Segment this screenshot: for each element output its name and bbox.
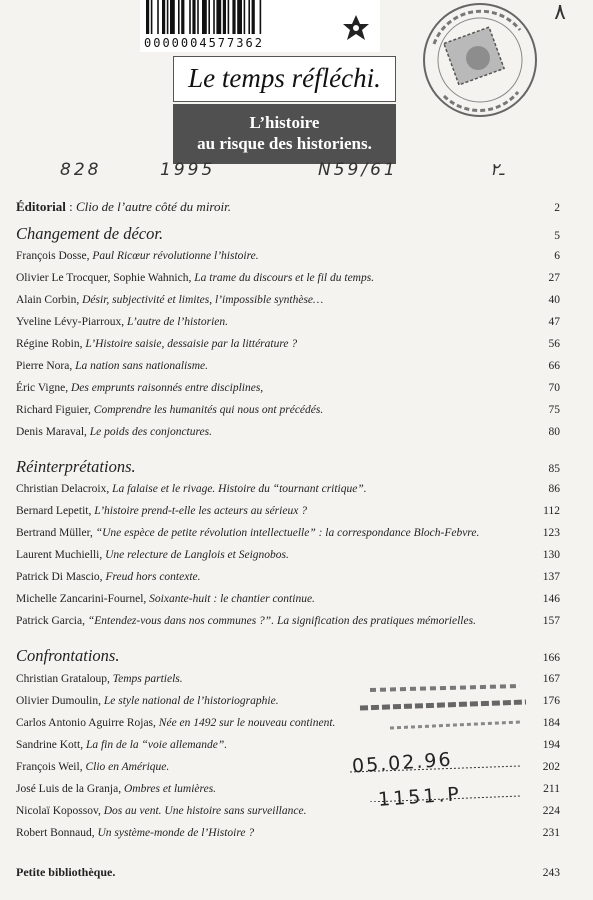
- entry-title: La nation sans nationalisme.: [75, 360, 208, 372]
- editorial-sep: :: [65, 199, 76, 214]
- entry-page: 137: [542, 571, 560, 583]
- toc-entry: [16, 615, 560, 627]
- entry-author: Richard Figuier,: [16, 404, 94, 416]
- entry-title: La trame du discours et le fil du temps.: [194, 272, 375, 284]
- entry-page: 86: [548, 483, 560, 495]
- entry-author: François Dosse,: [16, 250, 93, 262]
- entry-page: 80: [548, 426, 560, 438]
- entry-author: Carlos Antonio Aguirre Rojas,: [16, 717, 159, 729]
- toc-entry: [16, 360, 560, 372]
- toc-entry: [16, 549, 560, 561]
- handwritten-year: 1995: [160, 160, 216, 180]
- handwritten-page-mark: ٨: [554, 0, 566, 25]
- entry-title: Une relecture de Langlois et Seignobos.: [105, 549, 289, 561]
- entry-title: Désir, subjectivité et limites, l’impossible synthèse…: [82, 294, 324, 306]
- toc-entry: [16, 505, 560, 517]
- entry-author: Laurent Muchielli,: [16, 549, 106, 561]
- section-page: 166: [542, 652, 560, 664]
- entry-page: 27: [548, 272, 560, 284]
- entry-author: Olivier Le Trocquer, Sophie Wahnich,: [16, 272, 195, 284]
- toc-section-heading: [16, 457, 560, 477]
- entry-page: 70: [548, 382, 560, 394]
- handwritten-code: 828: [60, 160, 102, 180]
- entry-page: 47: [548, 316, 560, 328]
- barcode-number: 0000004577362: [144, 36, 264, 50]
- entry-page: 231: [542, 827, 560, 839]
- barcode-bar: [181, 0, 184, 34]
- entry-page: 224: [542, 805, 560, 817]
- editorial-label: Éditorial: [16, 199, 66, 214]
- entry-page: 123: [542, 527, 560, 539]
- entry-title: Paul Ricœur révolutionne l’histoire.: [92, 250, 259, 262]
- entry-author: Christian Delacroix,: [16, 483, 113, 495]
- entry-page: 194: [542, 739, 560, 751]
- entry-title: Freud hors contexte.: [105, 571, 201, 583]
- barcode-bar: [213, 0, 215, 34]
- entry-title: Dos au vent. Une histoire sans surveillance.: [103, 805, 307, 817]
- barcode-bar: [223, 0, 226, 34]
- entry-page: 130: [542, 549, 560, 561]
- barcode-bar: [151, 0, 153, 34]
- entry-author: Denis Maraval,: [16, 426, 90, 438]
- entry-page: 6: [554, 250, 560, 262]
- barcode-bar: [192, 0, 195, 34]
- editorial-page: 2: [554, 202, 560, 214]
- entry-page: 202: [542, 761, 560, 773]
- barcode-bar: [162, 0, 165, 34]
- barcode-bar: [146, 0, 149, 34]
- entry-title: Clio en Amérique.: [85, 761, 170, 773]
- toc-entry: [16, 593, 560, 605]
- entry-title: L’Histoire saisie, dessaisie par la littérature ?: [85, 338, 298, 350]
- barcode-bar: [216, 0, 221, 34]
- toc-entry: [16, 527, 560, 539]
- barcode-bar: [167, 0, 169, 34]
- entry-author: Olivier Dumoulin,: [16, 695, 104, 707]
- toc-entry: [16, 382, 560, 394]
- barcode-bar: [248, 0, 250, 34]
- entry-page: 157: [542, 615, 560, 627]
- toc-petite-bibliotheque: [16, 865, 560, 880]
- entry-title: Un système-monde de l’Histoire ?: [97, 827, 255, 839]
- section-title: Changement de décor.: [16, 224, 164, 243]
- toc-entry: [16, 316, 560, 328]
- entry-author: Régine Robin,: [16, 338, 86, 350]
- petite-title: Petite bibliothèque.: [16, 865, 116, 879]
- barcode-bar: [202, 0, 207, 34]
- entry-page: 146: [542, 593, 560, 605]
- journal-title: Le temps réfléchi.: [173, 56, 396, 102]
- entry-page: 66: [548, 360, 560, 372]
- barcode-label: [140, 0, 380, 52]
- barcode-bar: [260, 0, 262, 34]
- entry-author: Robert Bonnaud,: [16, 827, 98, 839]
- entry-author: Bernard Lepetit,: [16, 505, 95, 517]
- entry-author: Nicolaï Kopossov,: [16, 805, 104, 817]
- toc-entry: [16, 571, 560, 583]
- barcode-bar: [197, 0, 199, 34]
- handwritten-ref: N59/61: [318, 160, 398, 180]
- entry-page: 211: [543, 783, 560, 795]
- entry-author: Bertrand Müller,: [16, 527, 96, 539]
- entry-author: Yveline Lévy-Piarroux,: [16, 316, 127, 328]
- entry-author: François Weil,: [16, 761, 86, 773]
- barcode-bar: [157, 0, 159, 34]
- barcode-bar: [232, 0, 235, 34]
- library-seal-stamp: [420, 0, 540, 125]
- toc-entry: [16, 426, 560, 438]
- entry-author: Alain Corbin,: [16, 294, 83, 306]
- barcode-bar: [244, 0, 246, 34]
- toc-editorial: [16, 199, 560, 215]
- subtitle-line-1: L’histoire: [249, 113, 320, 132]
- section-title: Réinterprétations.: [16, 457, 136, 476]
- entry-title: Le poids des conjonctures.: [89, 426, 213, 438]
- entry-author: Christian Grataloup,: [16, 673, 113, 685]
- barcode-bars: [146, 0, 316, 34]
- toc-entry: [16, 483, 560, 495]
- toc-entry: [16, 805, 560, 817]
- barcode-bar: [252, 0, 255, 34]
- entry-page: 176: [542, 695, 560, 707]
- entry-page: 167: [542, 673, 560, 685]
- entry-title: Soixante-huit : le chantier continue.: [149, 593, 315, 605]
- entry-page: 184: [542, 717, 560, 729]
- entry-title: Le style national de l’historiographie.: [103, 695, 279, 707]
- entry-author: Patrick Garcia,: [16, 615, 88, 627]
- toc-entry: [16, 250, 560, 262]
- barcode-bar: [189, 0, 191, 34]
- entry-title: Née en 1492 sur le nouveau continent.: [158, 717, 336, 729]
- barcode-bar: [228, 0, 230, 34]
- section-page: 85: [548, 463, 560, 475]
- section-page: 5: [554, 230, 560, 242]
- petite-page: 243: [542, 867, 560, 879]
- entry-title: “Entendez-vous dans nos communes ?”. La signification des pratiques mémorielles.: [87, 615, 476, 627]
- toc-entry: [16, 827, 560, 839]
- entry-title: La falaise et le rivage. Histoire du “tournant critique”.: [112, 483, 367, 495]
- entry-author: Patrick Di Mascio,: [16, 571, 106, 583]
- entry-author: José Luis de la Granja,: [16, 783, 124, 795]
- entry-page: 56: [548, 338, 560, 350]
- section-title: Confrontations.: [16, 646, 120, 665]
- entry-title: Ombres et lumières.: [123, 783, 217, 795]
- entry-author: Sandrine Kott,: [16, 739, 86, 751]
- subtitle-line-2: au risque des historiens.: [197, 134, 372, 153]
- barcode-bar: [170, 0, 175, 34]
- barcode-bar: [178, 0, 180, 34]
- toc-entry: [16, 272, 560, 284]
- library-logo-icon: [336, 6, 376, 46]
- accession-number: 1151.P: [377, 783, 463, 811]
- entry-title: L’histoire prend-t-elle les acteurs au sérieux ?: [94, 505, 307, 517]
- entry-author: Éric Vigne,: [16, 382, 71, 394]
- accession-date: 05.02.96: [351, 748, 454, 778]
- barcode-bar: [208, 0, 210, 34]
- entry-title: L’autre de l’historien.: [126, 316, 228, 328]
- entry-title: La fin de la “voie allemande”.: [85, 739, 228, 751]
- toc-entry: [16, 404, 560, 416]
- toc-section-heading: [16, 224, 560, 244]
- entry-page: 40: [548, 294, 560, 306]
- entry-page: 112: [543, 505, 560, 517]
- toc-section-heading: [16, 646, 560, 666]
- editorial-title: Clio de l’autre côté du miroir.: [75, 199, 231, 214]
- toc-entry: [16, 294, 560, 306]
- barcode-bar: [237, 0, 242, 34]
- entry-author: Pierre Nora,: [16, 360, 76, 372]
- toc-entry: [16, 338, 560, 350]
- entry-title: Comprendre les humanités qui nous ont précédés.: [93, 404, 324, 416]
- entry-page: 75: [548, 404, 560, 416]
- entry-title: “Une espèce de petite révolution intellectuelle” : la correspondance Bloch-Febvre.: [95, 527, 480, 539]
- handwritten-mark: ـ٢: [490, 160, 505, 180]
- journal-subtitle-box: [173, 104, 396, 164]
- entry-title: Temps partiels.: [112, 673, 183, 685]
- entry-author: Michelle Zancarini-Fournel,: [16, 593, 150, 605]
- entry-title: Des emprunts raisonnés entre disciplines,: [70, 382, 264, 394]
- accession-stamp: [330, 682, 530, 802]
